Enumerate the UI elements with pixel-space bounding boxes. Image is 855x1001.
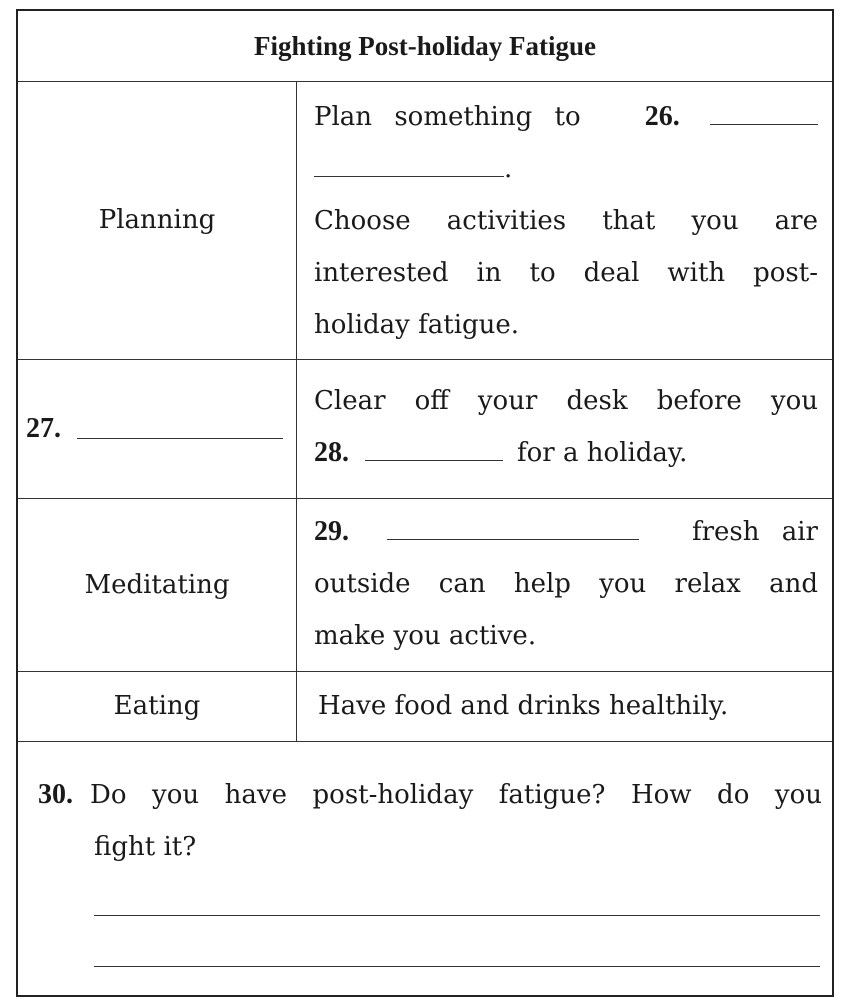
answer-blank-26b[interactable]: [314, 146, 504, 177]
row-text: Have food and drinks healthily.: [318, 691, 729, 721]
question-number: 26.: [644, 101, 680, 132]
row-text: holiday fatigue.: [314, 310, 520, 340]
row-label-meditating: [18, 498, 296, 671]
row-text: .: [504, 154, 513, 184]
row-text: fresh air: [691, 517, 818, 547]
worksheet-table: [16, 9, 834, 997]
row-label-text: Planning: [98, 205, 216, 235]
row-text: Clear off your desk before you: [314, 386, 818, 416]
row-text: interested in to deal with post-: [314, 258, 818, 288]
row-text: Plan something to: [314, 102, 581, 132]
answer-blank-27[interactable]: [77, 418, 283, 439]
row-text: Choose activities that you are: [314, 206, 818, 236]
answer-line-2[interactable]: [94, 966, 820, 967]
row-label-27: [26, 359, 296, 498]
question-number: 27.: [26, 412, 61, 444]
table-title: Fighting Post-holiday Fatigue: [253, 30, 597, 61]
row-text: outside can help you relax and: [314, 569, 818, 599]
question-30: [38, 769, 822, 889]
row-content-27: [314, 375, 818, 490]
row-text: make you active.: [314, 621, 537, 651]
question-number: 30.: [38, 779, 73, 810]
answer-blank-28[interactable]: [365, 430, 503, 461]
row-content-meditating: [314, 506, 818, 666]
divider: [18, 741, 832, 742]
question-text: fight it?: [94, 832, 197, 862]
answer-blank-29[interactable]: [387, 509, 639, 540]
question-text: Do you have post-holiday fatigue? How do you: [90, 780, 822, 810]
answer-blank-26a[interactable]: [710, 94, 818, 125]
column-divider: [296, 81, 297, 741]
question-number: 28.: [314, 437, 349, 468]
row-content-planning: [314, 91, 818, 351]
row-content-eating: [318, 671, 818, 741]
answer-line-1[interactable]: [94, 915, 820, 916]
row-label-eating: [18, 671, 296, 741]
question-number: 29.: [314, 516, 349, 547]
row-label-text: Eating: [113, 691, 201, 721]
row-label-planning: [18, 81, 296, 359]
row-label-text: Meditating: [84, 569, 230, 600]
row-text: for a holiday.: [517, 438, 688, 468]
